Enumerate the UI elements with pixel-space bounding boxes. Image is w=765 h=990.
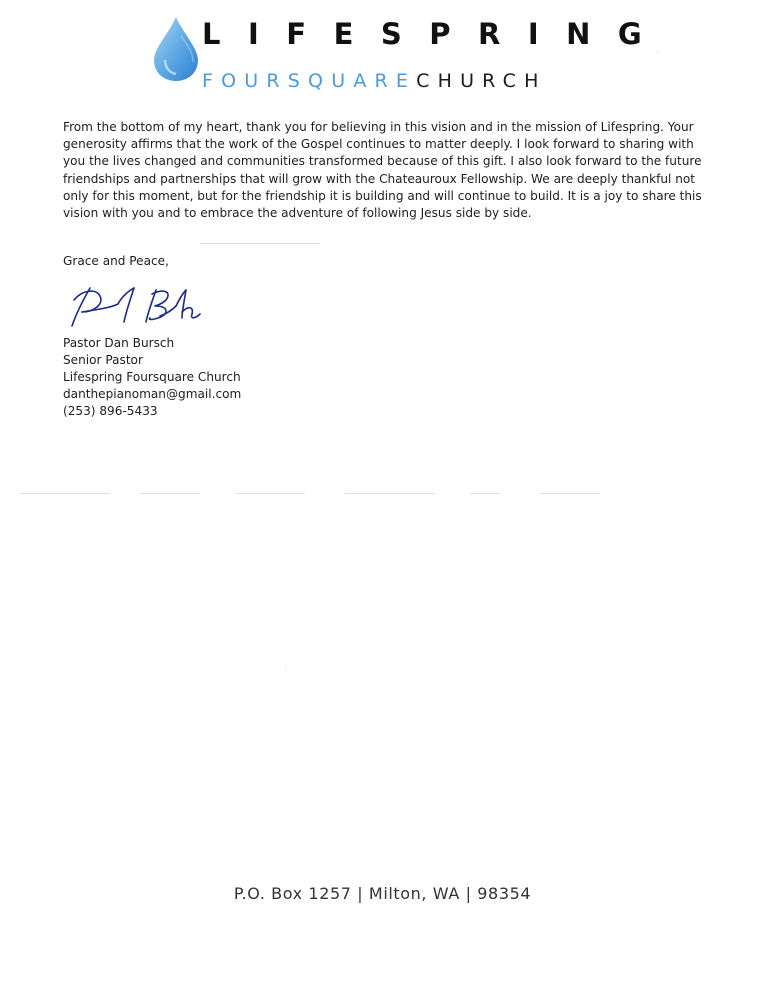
footer-po-box: P.O. Box 1257: [233, 884, 352, 903]
closing-line: Grace and Peace,: [63, 254, 169, 268]
brand-subtitle-foursquare: FOURSQUARE: [202, 70, 417, 92]
signer-title: Senior Pastor: [63, 353, 143, 367]
footer-zip: 98354: [477, 884, 532, 903]
footer-separator: |: [357, 884, 364, 903]
brand-subtitle-church: CHURCH: [416, 70, 547, 92]
signer-organization: Lifespring Foursquare Church: [63, 370, 241, 384]
letter-paragraph: From the bottom of my heart, thank you for believing in this vision and in the mission of Lifespring. Your generosity affirms that the work of the Gospel continues to matter deeply. I look forward to sharing with you the lives changed and communities transformed because of this gift. I also look forward to the future friendships and partnerships that will grow with the Chateauroux Fellowship. We are deeply thankful not only for this moment, but for the friendship it is building and will continue to build. It is a joy to share this vision with you and to embrace the adventure of following Jesus side by side.: [63, 120, 702, 221]
footer-separator: |: [465, 884, 472, 903]
brand-name: LIFESPRING: [202, 17, 670, 51]
signer-email[interactable]: danthepianoman@gmail.com: [63, 387, 242, 401]
signer-name: Pastor Dan Bursch: [63, 336, 175, 350]
footer-city-state: Milton, WA: [368, 884, 460, 903]
signer-phone: (253) 896-5433: [63, 404, 158, 418]
